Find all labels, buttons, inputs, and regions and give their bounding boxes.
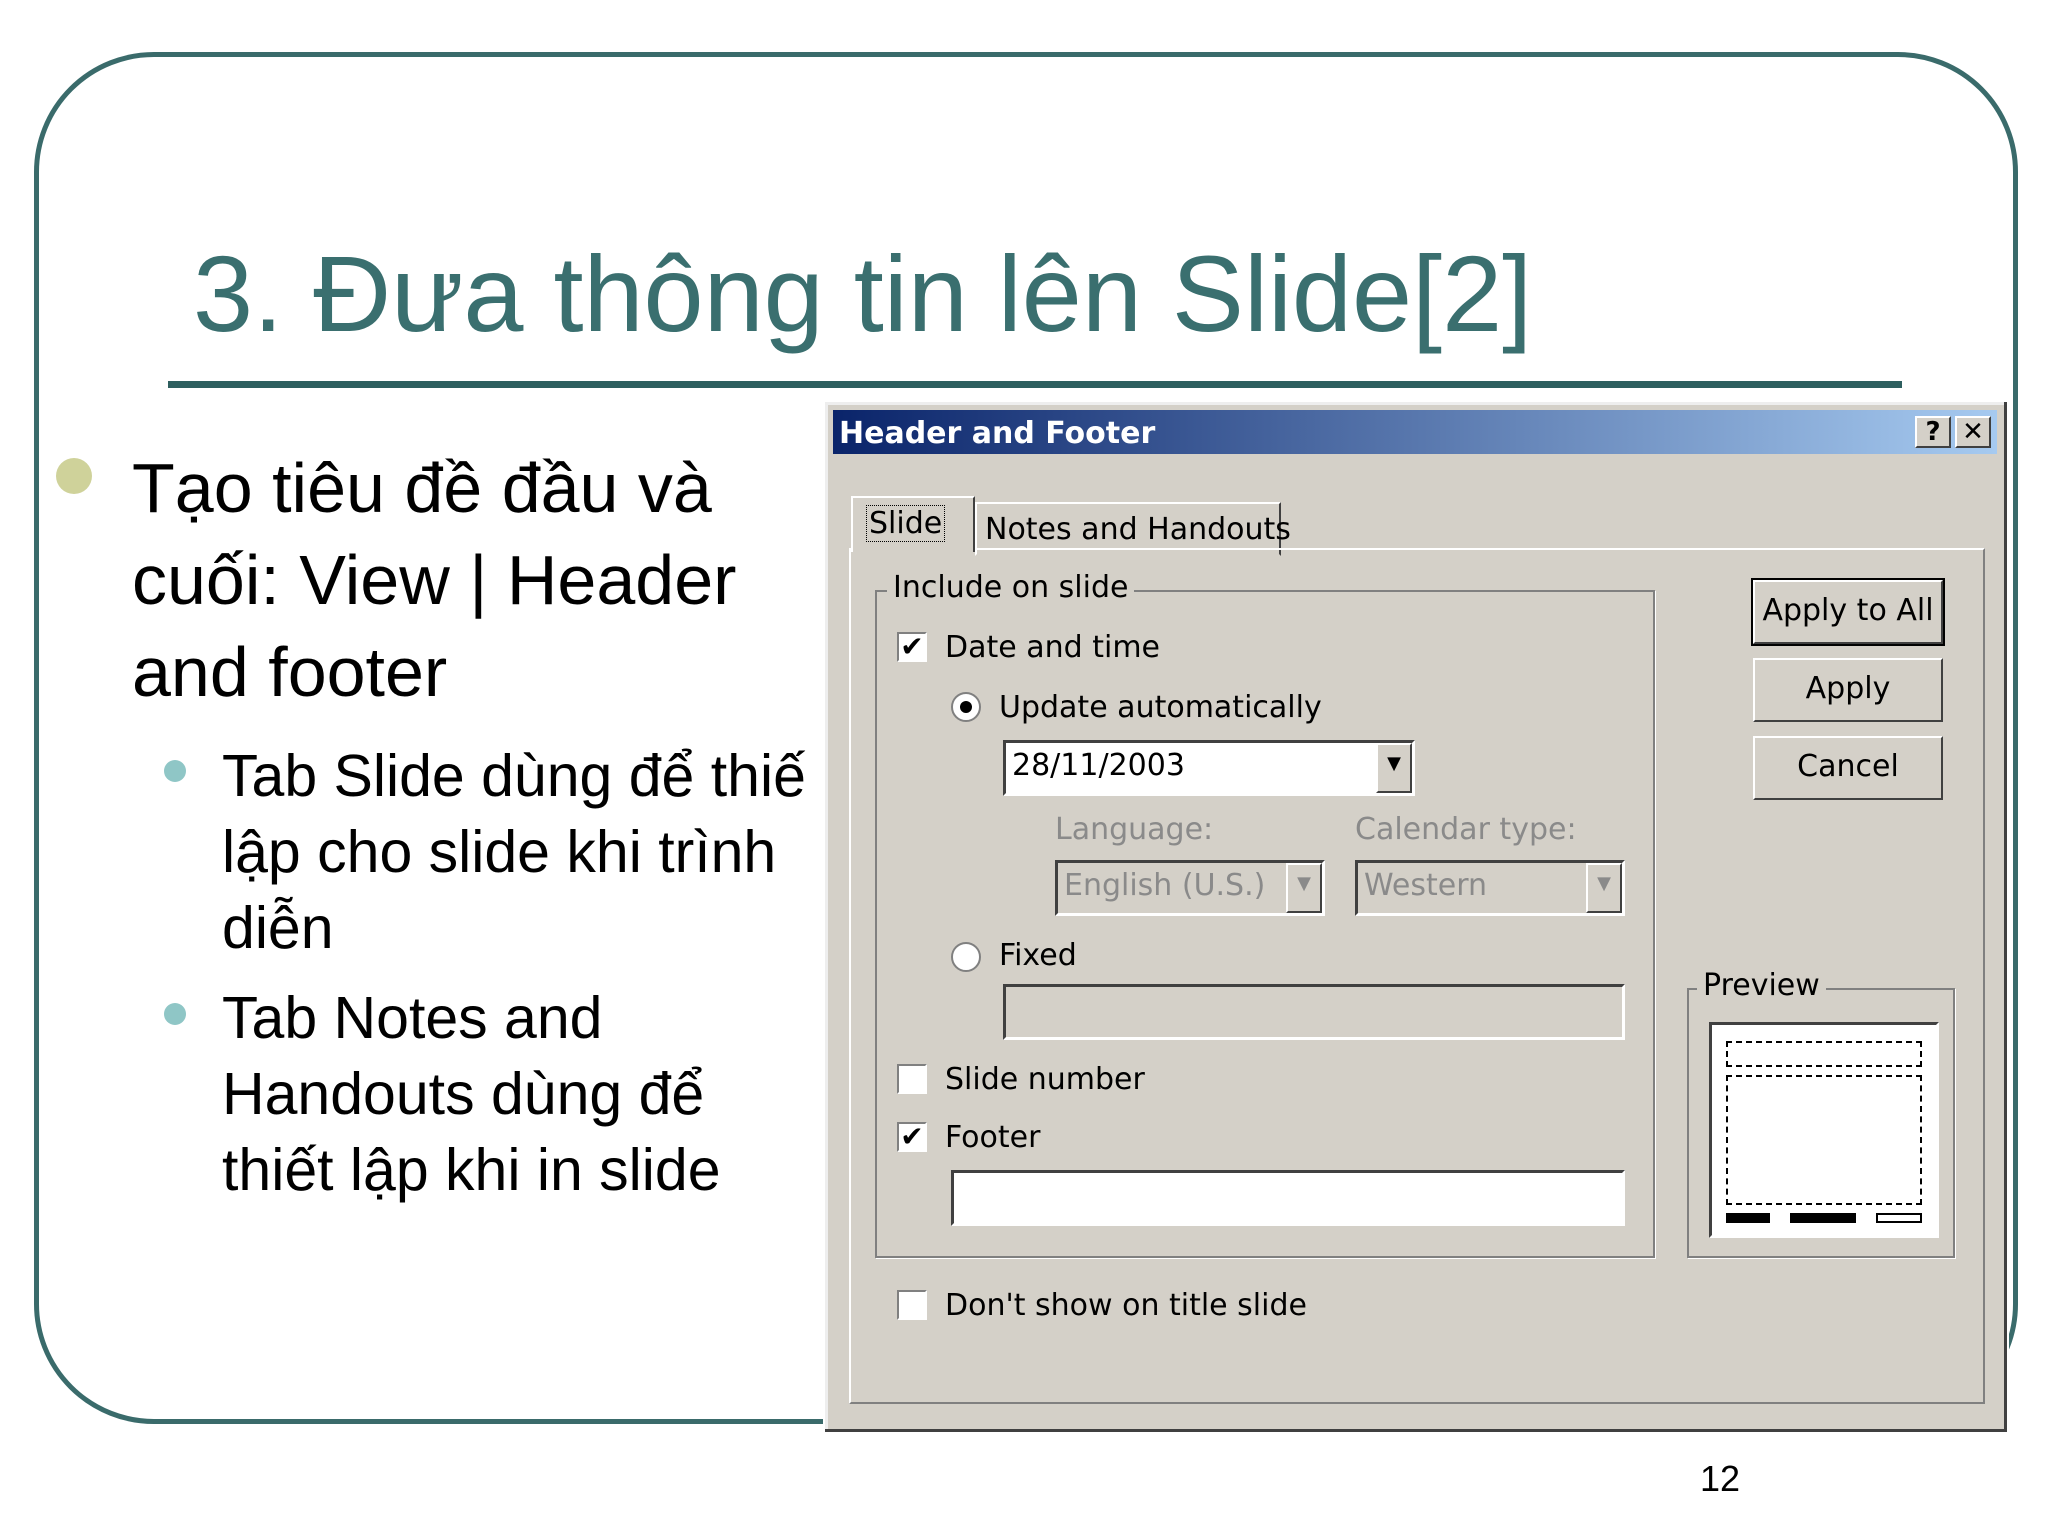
calendar-dropdown [1355,860,1625,916]
tab-slide-label: Slide [869,506,943,541]
fixed-label: Fixed [999,938,1077,973]
footer-input[interactable] [951,1170,1625,1226]
sub-bullet-line: lập cho slide khi trình [222,819,777,885]
page-number: 12 [1700,1458,1741,1499]
preview-date-area [1726,1213,1770,1223]
tab-notes-label: Notes and Handouts [985,512,1291,547]
preview-label: Preview [1697,968,1826,1003]
include-group-label: Include on slide [887,570,1134,605]
preview-footer-area [1790,1213,1856,1223]
header-footer-dialog [823,400,2009,1434]
title-rule [168,381,1902,388]
sub-bullet-line: Tab Notes and [222,985,603,1051]
chevron-down-icon: ▼ [1286,863,1322,913]
dialog-title: Header and Footer [839,416,1156,451]
bullet-line: Tạo tiêu đề đầu và [132,449,712,527]
bullet-line: and footer [132,633,448,711]
sub-bullet-1 [222,738,842,966]
fixed-radio[interactable] [951,942,981,972]
sub-bullet-dot [164,1003,186,1025]
language-label: Language: [1055,812,1214,847]
date-dropdown[interactable] [1003,740,1415,796]
tab-slide[interactable] [851,496,975,552]
sub-bullet-dot [164,760,186,782]
page-title: 3. Đưa thông tin lên Slide[2] [193,233,1533,354]
preview-body-area [1726,1075,1922,1205]
chevron-down-icon[interactable]: ▼ [1376,743,1412,793]
footer-label: Footer [945,1120,1041,1155]
language-dropdown [1055,860,1325,916]
update-auto-radio[interactable] [951,692,981,722]
apply-to-all-button[interactable]: Apply to All [1753,580,1943,644]
close-button[interactable]: ✕ [1955,416,1991,448]
date-time-checkbox[interactable]: ✔ [897,632,927,662]
bullet-dot [56,458,92,494]
language-value: English (U.S.) [1064,868,1266,903]
bullet-line: cuối: View | Header [132,541,737,619]
apply-button[interactable]: Apply [1753,658,1943,722]
dont-show-label: Don't show on title slide [945,1288,1307,1323]
footer-checkbox[interactable]: ✔ [897,1122,927,1152]
sub-bullet-2 [222,980,842,1208]
tab-panel [849,548,1985,1404]
update-auto-label: Update automatically [999,690,1322,725]
date-value: 28/11/2003 [1012,748,1185,783]
sub-bullet-line: Tab Slide dùng để thiế [222,743,806,809]
slide-number-checkbox[interactable] [897,1064,927,1094]
sub-bullet-line: Handouts dùng để [222,1061,705,1127]
fixed-date-field [1003,984,1625,1040]
cancel-button[interactable]: Cancel [1753,736,1943,800]
date-time-label: Date and time [945,630,1160,665]
dont-show-checkbox[interactable] [897,1290,927,1320]
calendar-label: Calendar type: [1355,812,1577,847]
sub-bullet-line: diễn [222,895,334,961]
chevron-down-icon: ▼ [1586,863,1622,913]
preview-title-area [1726,1041,1922,1067]
calendar-value: Western [1364,868,1488,903]
slide-number-label: Slide number [945,1062,1145,1097]
main-bullet [132,442,832,718]
preview-number-area [1876,1213,1922,1223]
help-button[interactable]: ? [1915,416,1951,448]
dialog-titlebar[interactable] [833,410,1997,454]
sub-bullet-line: thiết lập khi in slide [222,1137,721,1203]
preview-thumbnail [1709,1022,1939,1238]
